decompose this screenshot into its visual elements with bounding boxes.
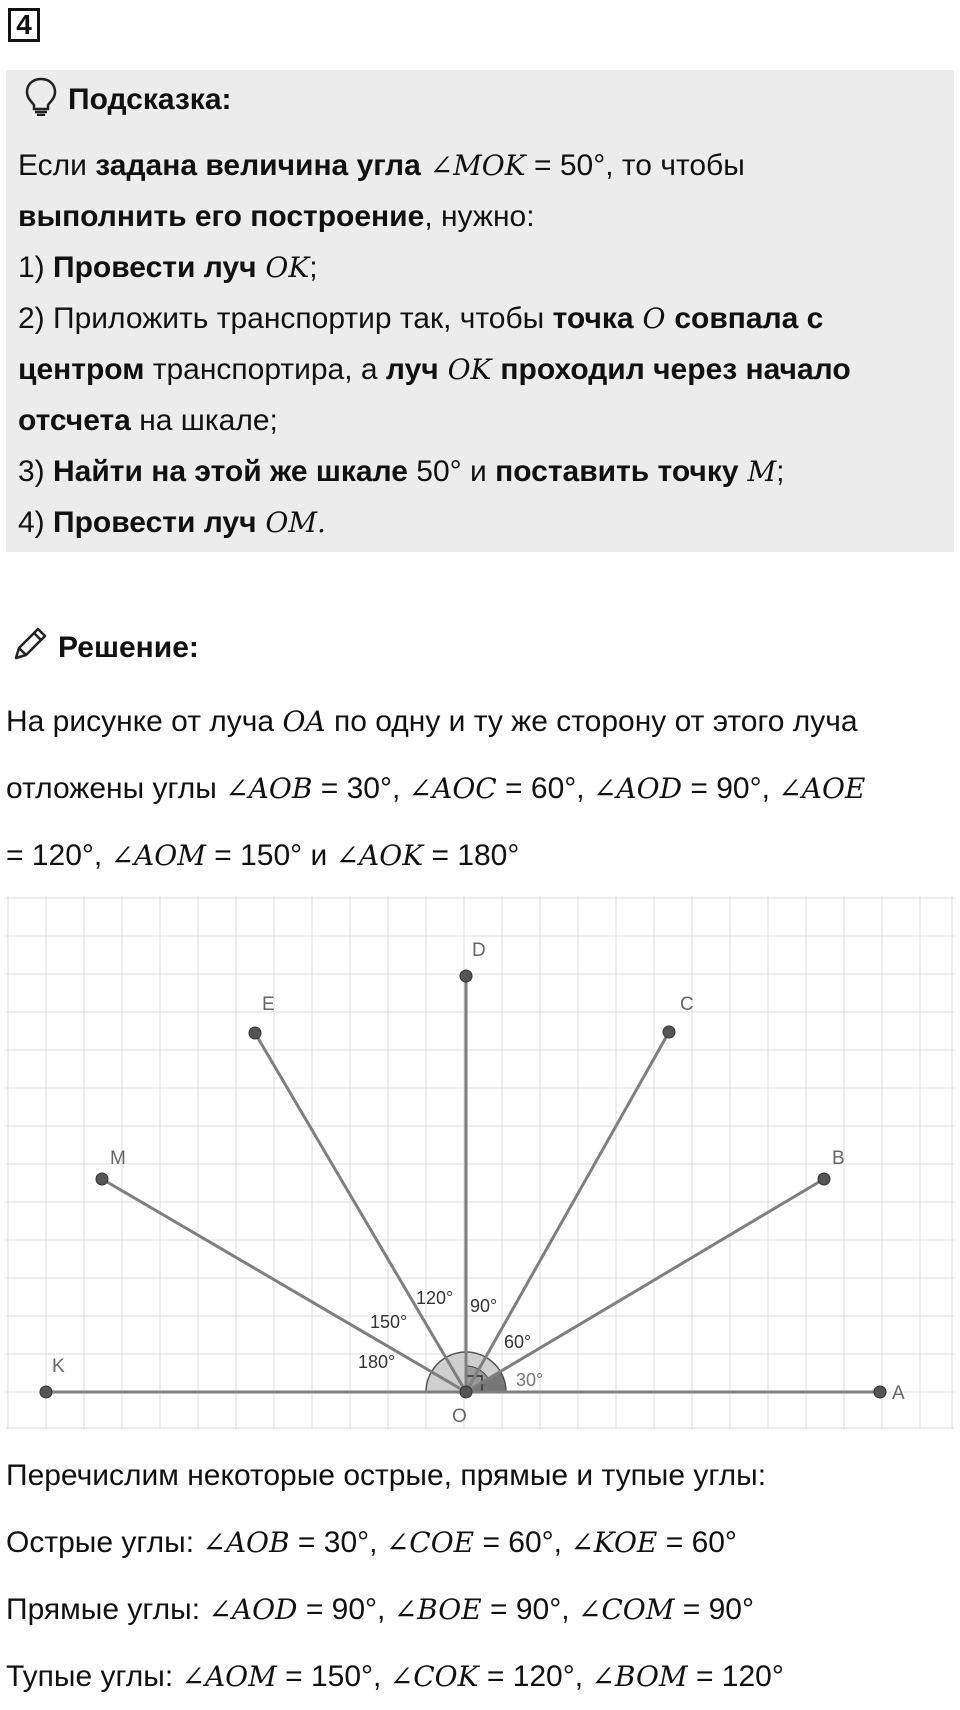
solution-title: Решение: bbox=[58, 631, 199, 664]
angle-label-30: 30° bbox=[516, 1370, 544, 1390]
hint-text bbox=[18, 140, 948, 548]
math: ∠KOE bbox=[570, 1526, 658, 1559]
point-b bbox=[818, 1173, 830, 1185]
text-bold: Найти на этой же шкале bbox=[53, 455, 408, 488]
math: ∠AOB bbox=[225, 772, 313, 805]
text: ; bbox=[309, 251, 318, 284]
text: = 150° и bbox=[205, 839, 336, 872]
text-bold: проходил через начало bbox=[500, 353, 851, 386]
text-bold: задана величина угла bbox=[95, 149, 421, 182]
math: M bbox=[738, 455, 777, 488]
math: ∠COE bbox=[385, 1526, 475, 1559]
text: отложены углы bbox=[6, 772, 226, 805]
text: ; bbox=[776, 455, 785, 488]
angle-diagram bbox=[6, 896, 954, 1430]
angle-label-120: 120° bbox=[416, 1288, 454, 1308]
text-bold: Провести луч bbox=[53, 251, 257, 284]
point-o bbox=[460, 1386, 472, 1398]
point-c bbox=[663, 1026, 675, 1038]
math: ∠MOK bbox=[420, 149, 526, 182]
text-bold: совпала с bbox=[674, 302, 824, 335]
right-angles-line bbox=[6, 1576, 954, 1643]
math: ∠AOC bbox=[408, 772, 497, 805]
math: ∠BOM bbox=[591, 1660, 688, 1693]
point-e bbox=[249, 1027, 261, 1039]
text: = 60°, bbox=[496, 772, 593, 805]
text: Если bbox=[18, 149, 96, 182]
rays bbox=[46, 976, 880, 1392]
text: = 50°, то чтобы bbox=[525, 149, 745, 182]
text: = 90°, bbox=[297, 1593, 394, 1626]
label-m: M bbox=[110, 1148, 126, 1169]
text: = 120°, bbox=[6, 839, 111, 872]
text: 3) bbox=[18, 455, 54, 488]
text-bold: поставить точку bbox=[495, 455, 739, 488]
ray-ob bbox=[466, 1179, 824, 1392]
text: , нужно: bbox=[424, 200, 535, 233]
text: 50° и bbox=[407, 455, 496, 488]
math: ∠AOB bbox=[202, 1526, 290, 1559]
text: Острые углы: bbox=[6, 1526, 203, 1559]
acute-angles-line bbox=[6, 1509, 954, 1576]
ray-oc bbox=[466, 1032, 669, 1392]
math: ∠COM bbox=[577, 1593, 675, 1626]
text: = 30°, bbox=[289, 1526, 386, 1559]
ray-oe bbox=[255, 1033, 466, 1392]
text: на шкале; bbox=[130, 404, 278, 437]
label-d: D bbox=[472, 940, 486, 961]
angle-label-180: 180° bbox=[358, 1352, 396, 1372]
grid bbox=[6, 896, 954, 1430]
text-bold: точка bbox=[552, 302, 634, 335]
solution-text bbox=[6, 688, 954, 889]
math: ∠AOE bbox=[778, 772, 866, 805]
ray-om bbox=[102, 1179, 466, 1392]
text-bold: отсчета bbox=[18, 404, 131, 437]
list-intro: Перечислим некоторые острые, прямые и тупые углы: bbox=[6, 1459, 767, 1492]
text: 1) bbox=[18, 251, 54, 284]
angle-figure bbox=[6, 896, 954, 1430]
text: На рисунке от луча bbox=[6, 705, 283, 738]
text: Прямые углы: bbox=[6, 1593, 209, 1626]
label-k: K bbox=[52, 1356, 65, 1377]
math: ∠AOK bbox=[335, 839, 424, 872]
math: OK bbox=[438, 353, 501, 386]
math: ∠BOE bbox=[393, 1593, 482, 1626]
text: = 90°, bbox=[682, 772, 779, 805]
text: = 90°, bbox=[481, 1593, 578, 1626]
lightbulb-icon bbox=[24, 76, 58, 124]
math: ∠AOM bbox=[181, 1660, 277, 1693]
text: = 120° bbox=[687, 1660, 784, 1693]
text: = 150°, bbox=[276, 1660, 390, 1693]
task-number: 4 bbox=[8, 8, 40, 42]
label-c: C bbox=[680, 994, 694, 1015]
angle-lists bbox=[6, 1442, 954, 1710]
math: OM. bbox=[256, 506, 326, 539]
label-e: E bbox=[262, 994, 275, 1015]
text: 4) bbox=[18, 506, 54, 539]
math: O bbox=[633, 302, 675, 335]
math: OA bbox=[282, 705, 326, 738]
text-bold: выполнить его построение bbox=[18, 200, 425, 233]
label-a: A bbox=[892, 1383, 905, 1404]
text: = 180° bbox=[423, 839, 520, 872]
angle-label-90: 90° bbox=[470, 1296, 498, 1316]
math: ∠AOD bbox=[208, 1593, 298, 1626]
text-bold: луч bbox=[385, 353, 439, 386]
text: = 120°, bbox=[478, 1660, 592, 1693]
hint-title: Подсказка: bbox=[68, 83, 232, 116]
text-bold: Провести луч bbox=[53, 506, 257, 539]
math: ∠AOM bbox=[110, 839, 206, 872]
text: Тупые углы: bbox=[6, 1660, 182, 1693]
hint-box bbox=[6, 70, 954, 552]
pencil-icon bbox=[10, 624, 50, 672]
text: = 30°, bbox=[312, 772, 409, 805]
text: 2) Приложить транспортир так, чтобы bbox=[18, 302, 553, 335]
angle-label-60: 60° bbox=[504, 1332, 532, 1352]
math: ∠COK bbox=[389, 1660, 479, 1693]
text: = 60°, bbox=[474, 1526, 571, 1559]
hint-header bbox=[24, 80, 232, 120]
label-o: O bbox=[452, 1406, 467, 1427]
math: ∠AOD bbox=[592, 772, 683, 805]
label-b: B bbox=[832, 1148, 845, 1169]
point-d bbox=[460, 970, 472, 982]
text-bold: центром bbox=[18, 353, 145, 386]
text: по одну и ту же сторону от этого луча bbox=[325, 705, 858, 738]
point-m bbox=[96, 1173, 108, 1185]
text: = 60° bbox=[657, 1526, 737, 1559]
point-a bbox=[874, 1386, 886, 1398]
point-k bbox=[40, 1386, 52, 1398]
text: транспортира, а bbox=[144, 353, 386, 386]
angle-label-150: 150° bbox=[370, 1312, 408, 1332]
text: = 90° bbox=[674, 1593, 754, 1626]
solution-header bbox=[10, 626, 199, 670]
math: OK bbox=[256, 251, 310, 284]
obtuse-angles-line bbox=[6, 1643, 954, 1710]
